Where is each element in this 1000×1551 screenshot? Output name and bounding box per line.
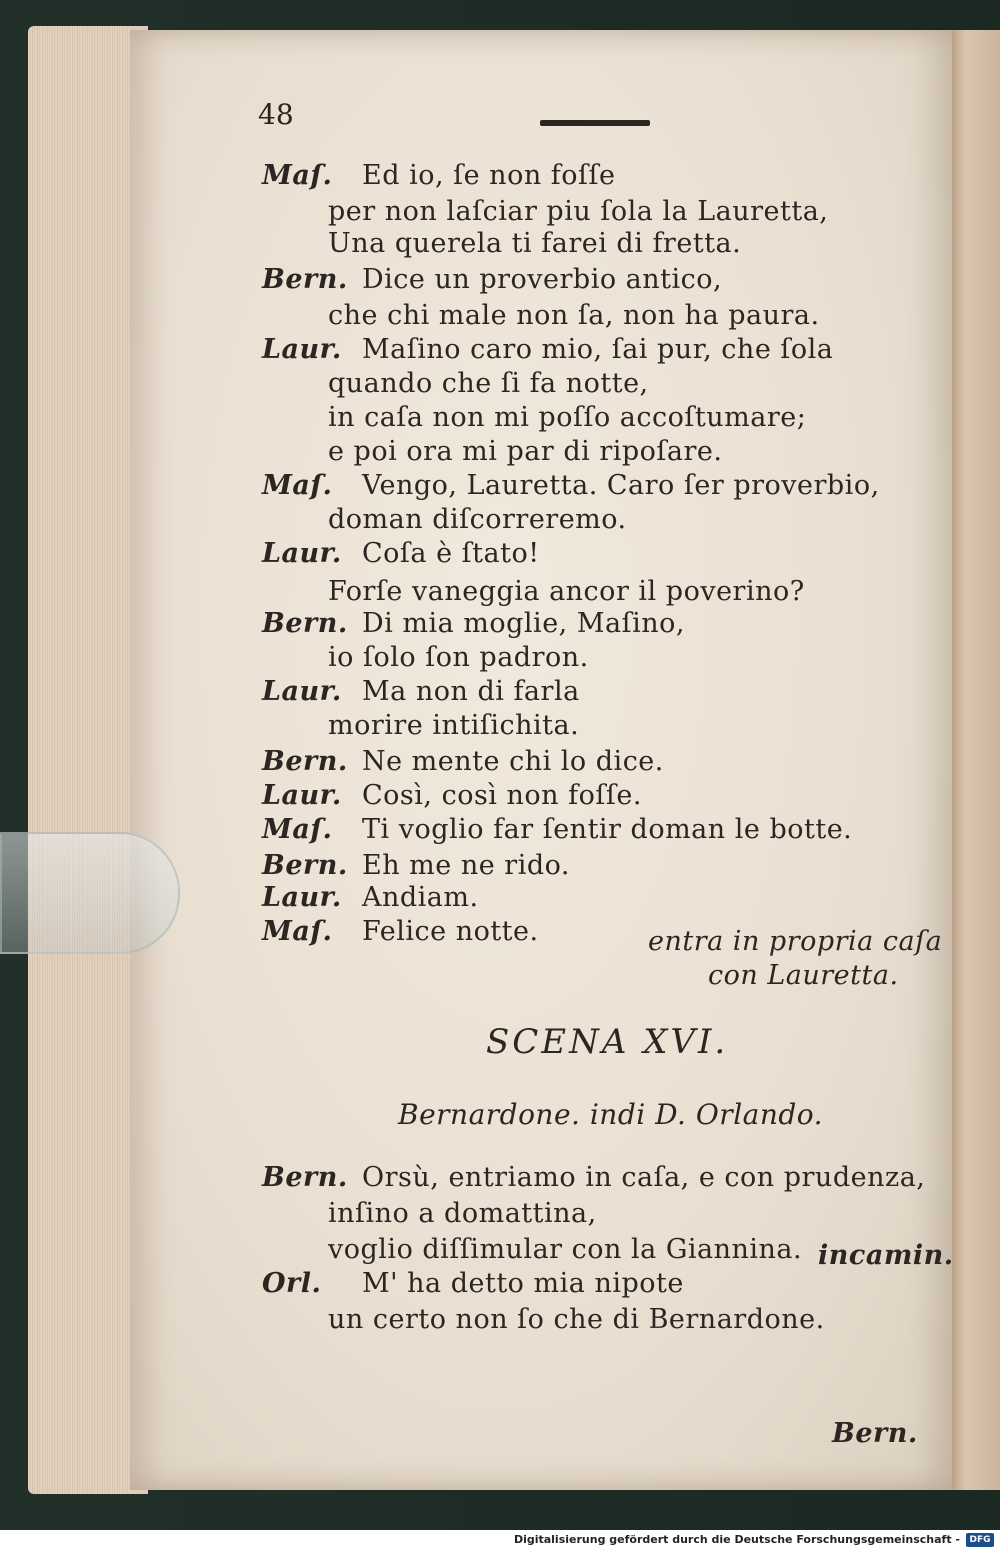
speaker-label: Maſ. bbox=[262, 470, 333, 501]
dialogue-line: Eh me ne rido. bbox=[362, 850, 570, 881]
dialogue-line: che chi male non ſa, non ha paura. bbox=[328, 300, 820, 331]
speaker-label: Bern. bbox=[262, 850, 348, 881]
speaker-label: Bern. bbox=[262, 608, 348, 639]
dialogue-line: Una querela ti farei di fretta. bbox=[328, 228, 742, 259]
speaker-label: Laur. bbox=[262, 676, 342, 707]
dialogue-line: un certo non ſo che di Bernardone. bbox=[328, 1304, 825, 1335]
speaker-label: Maſ. bbox=[262, 814, 333, 845]
dialogue-line: Ed io, ſe non foſſe bbox=[362, 160, 616, 191]
speaker-label: Laur. bbox=[262, 882, 342, 913]
stage-direction-line: entra in propria caſa bbox=[648, 926, 943, 957]
dialogue-line: Di mia moglie, Maſino, bbox=[362, 608, 685, 639]
speaker-label: Laur. bbox=[262, 334, 342, 365]
scene-heading: SCENA XVI. bbox=[486, 1022, 729, 1062]
book-clip bbox=[0, 832, 180, 954]
speaker-label: Bern. bbox=[262, 264, 348, 295]
dialogue-line: doman diſcorreremo. bbox=[328, 504, 627, 535]
dialogue-line: quando che ſi fa notte, bbox=[328, 368, 649, 399]
stage-direction-incamin: incamin. bbox=[818, 1240, 954, 1271]
next-page-edge bbox=[950, 30, 1000, 1490]
dialogue-line: Dice un proverbio antico, bbox=[362, 264, 723, 295]
footer-text: Digitalisierung gefördert durch die Deutsche Forschungsgemeinschaft - bbox=[513, 1533, 960, 1546]
dialogue-line: inſino a domattina, bbox=[328, 1198, 597, 1229]
dialogue-line: Così, così non foſſe. bbox=[362, 780, 642, 811]
speaker-label: Bern. bbox=[262, 1162, 348, 1193]
dialogue-line: e poi ora mi par di ripoſare. bbox=[328, 436, 723, 467]
dialogue-line: Forſe vaneggia ancor il poverino? bbox=[328, 576, 805, 607]
header-rule bbox=[540, 120, 650, 126]
dialogue-line: Ti voglio far ſentir doman le botte. bbox=[362, 814, 853, 845]
dialogue-line: voglio diſſimular con la Giannina. bbox=[328, 1234, 803, 1265]
page-number: 48 bbox=[258, 98, 294, 131]
dialogue-line: Andiam. bbox=[362, 882, 479, 913]
scene-characters: Bernardone. indi D. Orlando. bbox=[398, 1098, 824, 1131]
dialogue-line: Ma non di farla bbox=[362, 676, 580, 707]
dialogue-line: morire intiſichita. bbox=[328, 710, 580, 741]
dialogue-line: Felice notte. bbox=[362, 916, 539, 947]
speaker-label: Maſ. bbox=[262, 160, 333, 191]
dialogue-line: Ne mente chi lo dice. bbox=[362, 746, 664, 777]
dialogue-line: in caſa non mi poſſo accoſtumare; bbox=[328, 402, 807, 433]
dialogue-line: io ſolo ſon padron. bbox=[328, 642, 589, 673]
dialogue-line: M' ha detto mia nipote bbox=[362, 1268, 684, 1299]
footer-bar bbox=[0, 1530, 1000, 1551]
dialogue-line: Orsù, entriamo in caſa, e con prudenza, bbox=[362, 1162, 926, 1193]
speaker-label: Maſ. bbox=[262, 916, 333, 947]
dialogue-line: Vengo, Lauretta. Caro ſer proverbio, bbox=[362, 470, 880, 501]
dfg-logo: DFG bbox=[966, 1533, 994, 1547]
speaker-label: Laur. bbox=[262, 780, 342, 811]
dialogue-line: Maſino caro mio, ſai pur, che ſola bbox=[362, 334, 834, 365]
speaker-label: Orl. bbox=[262, 1268, 322, 1299]
stage-direction-line: con Lauretta. bbox=[708, 960, 899, 991]
speaker-label: Laur. bbox=[262, 538, 342, 569]
dialogue-line: per non laſciar piu ſola la Lauretta, bbox=[328, 196, 829, 227]
catchword: Bern. bbox=[832, 1418, 918, 1449]
speaker-label: Bern. bbox=[262, 746, 348, 777]
dialogue-line: Coſa è ſtato! bbox=[362, 538, 540, 569]
